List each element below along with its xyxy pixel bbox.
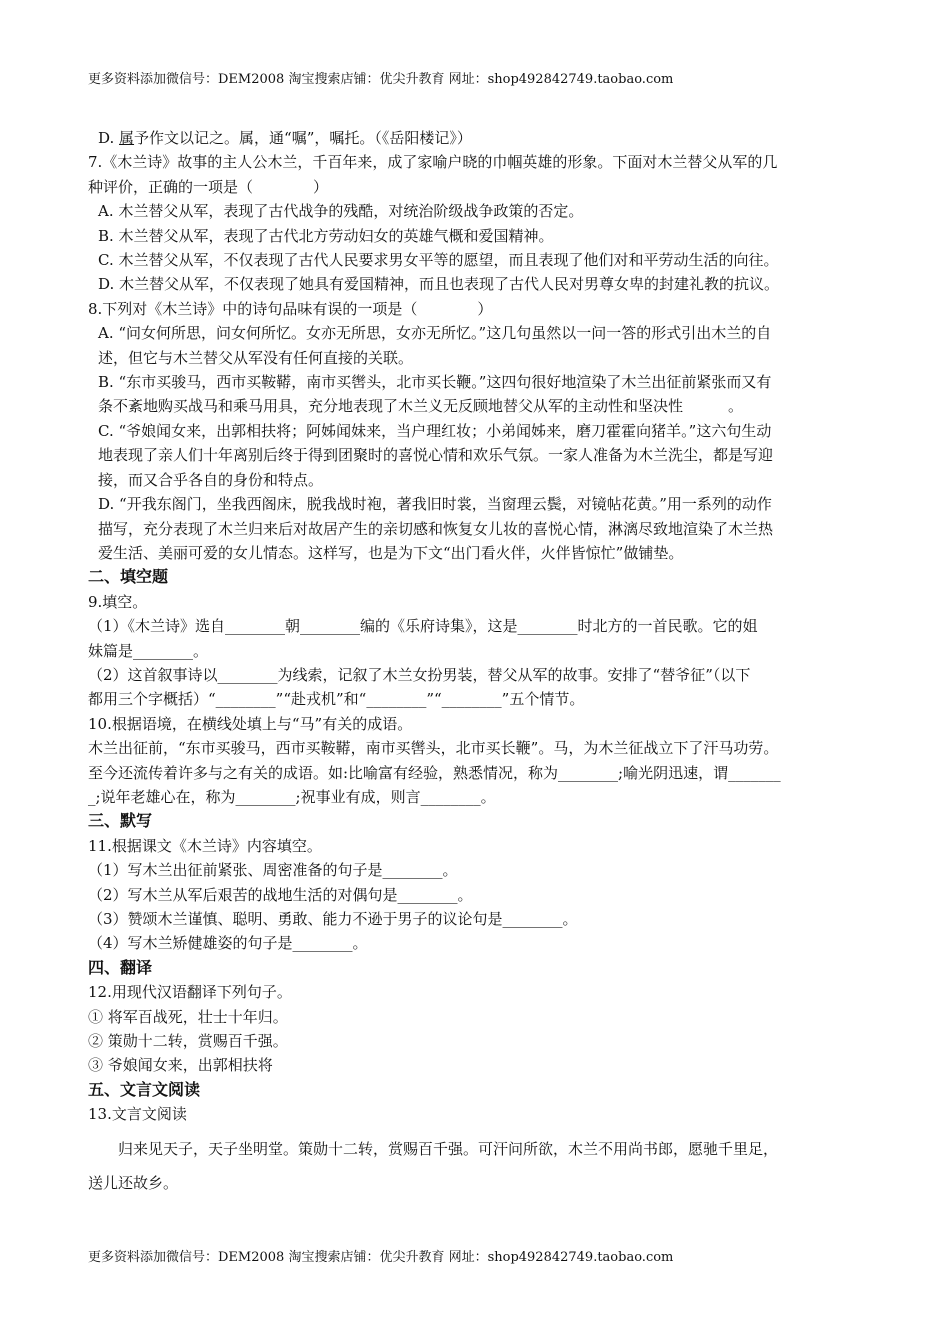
q9-title: 9.填空。 (88, 592, 148, 611)
q11-item-1: （1）写木兰出征前紧张、周密准备的句子是________。 (88, 861, 458, 880)
q8-option-a-2: 述，但它与木兰替父从军没有任何直接的关联。 (98, 348, 414, 367)
q9-part2-2: 都用三个字概括）“________”“赴戎机”和“________”“________”五个情节。 (88, 690, 585, 709)
q13-passage-1: 归来见天子，天子坐明堂。策勋十二转，赏赐百千强。可汗问所欲，木兰不用尚书郎，愿驰千里足， (88, 1139, 779, 1158)
section-heading-fill-blank: 二、填空题 (88, 567, 169, 587)
q11-title: 11.根据课文《木兰诗》内容填空。 (88, 836, 322, 855)
q11-item-4: （4）写木兰矫健雄姿的句子是________。 (88, 934, 368, 953)
page-header: 更多资料添加微信号：DEM2008 淘宝搜索店铺：优尖升教育 网址：shop492842749.taobao.com (88, 72, 674, 87)
q8-option-d-3: 爱生活、美丽可爱的女儿情态。这样写，也是为下文“出门看火伴，火伴皆惊忙”做铺垫。 (98, 543, 684, 562)
q12-item-1: ① 将军百战死，壮士十年归。 (88, 1007, 288, 1026)
q7-option-b: B. 木兰替父从军，表现了古代北方劳动妇女的英雄气概和爱国精神。 (98, 226, 554, 245)
q10-body-3: _;说年老雄心在，称为________;祝事业有成，则言________。 (88, 787, 496, 806)
q9-part1-2: 妹篇是________。 (88, 641, 209, 660)
document-body (88, 126, 888, 1195)
q7-stem-1: 7.《木兰诗》故事的主人公木兰，千百年来，成了家喻户晓的巾帼英雄的形象。下面对木兰替父从军的几 (88, 153, 778, 172)
q8-stem: 8.下列对《木兰诗》中的诗句品味有误的一项是（ ） (88, 299, 493, 318)
q8-option-b-2: 条不紊地购买战马和乘马用具，充分地表现了木兰义无反顾地替父从军的主动性和坚决性 。 (98, 397, 744, 416)
q8-option-c-2: 地表现了亲人们十年离别后终于得到团聚时的喜悦心情和欢乐气氛。一家人准备为木兰洗尘，都是写迎 (98, 446, 774, 465)
section-heading-dictation: 三、默写 (88, 811, 153, 831)
q10-body-1: 木兰出征前，“东市买骏马，西市买鞍鞯，南市买辔头，北市买长鞭”。马，为木兰征战立下了汗马功劳。 (88, 739, 779, 758)
q12-item-2: ② 策勋十二转，赏赐百千强。 (88, 1032, 288, 1051)
q13-title: 13.文言文阅读 (88, 1105, 187, 1124)
q6-option-d (88, 126, 888, 150)
q8-option-c-1: C. “爷娘闻女来，出郭相扶将；阿姊闻妹来，当户理红妆；小弟闻姊来，磨刀霍霍向猪羊。”这六句生动 (98, 421, 772, 440)
q7-stem-2: 种评价，正确的一项是（ ） (88, 177, 329, 196)
q6d-prefix: D. (98, 129, 120, 147)
q8-option-a-1: A. “问女何所思，问女何所忆。女亦无所思，女亦无所忆。”这几句虽然以一问一答的形式引出木兰的自 (98, 324, 772, 343)
section-heading-translation: 四、翻译 (88, 957, 153, 977)
q7-option-d: D. 木兰替父从军，不仅表现了她具有爱国精神，而且也表现了古代人民对男尊女卑的封建礼教的抗议。 (98, 275, 780, 294)
q7-option-a: A. 木兰替父从军，表现了古代战争的残酷，对统治阶级战争政策的否定。 (98, 202, 584, 221)
q11-item-2: （2）写木兰从军后艰苦的战地生活的对偶句是________。 (88, 885, 473, 904)
q11-item-3: （3）赞颂木兰谨慎、聪明、勇敢、能力不逊于男子的议论句是________。 (88, 910, 578, 928)
q12-item-3: ③ 爷娘闻女来，出郭相扶将 (88, 1056, 273, 1075)
spacer (88, 1161, 888, 1171)
spacer (88, 1127, 888, 1137)
q8-option-c-3: 接，而又合乎各自的身份和特点。 (98, 470, 324, 489)
section-heading-classical-reading: 五、文言文阅读 (88, 1079, 201, 1099)
q8-option-d-1: D. “开我东阁门，坐我西阁床，脱我战时袍，著我旧时裳，当窗理云鬓，对镜帖花黄。”用一系列的动作 (98, 495, 772, 514)
q10-body-2: 至今还流传着许多与之有关的成语。如:比喻富有经验，熟悉情况，称为________;喻光阴迅速，谓_______ (88, 763, 781, 782)
q9-part1-1: （1）《木兰诗》选自________朝________编的《乐府诗集》，这是________时北方的一首民歌。它的姐 (88, 617, 758, 636)
q9-part2-1: （2）这首叙事诗以________为线索，记叙了木兰女扮男装，替父从军的故事。安排了“替爷征”（以下 (88, 665, 751, 684)
underlined-char: 属 (119, 129, 135, 147)
q8-option-d-2: 描写，充分表现了木兰归来后对故居产生的亲切感和恢复女儿妆的喜悦心情，淋漓尽致地渲染了木兰热 (98, 519, 774, 538)
q6d-rest: 予作文以记之。属，通“嘱”，嘱托。（《岳阳楼记》） (134, 129, 472, 147)
q7-option-c: C. 木兰替父从军，不仅表现了古代人民要求男女平等的愿望，而且表现了他们对和平劳动生活的向往。 (98, 251, 779, 270)
q10-title: 10.根据语境，在横线处填上与“马”有关的成语。 (88, 714, 413, 733)
q12-title: 12.用现代汉语翻译下列句子。 (88, 983, 292, 1002)
q13-passage-2: 送儿还故乡。 (88, 1174, 179, 1193)
page-footer: 更多资料添加微信号：DEM2008 淘宝搜索店铺：优尖升教育 网址：shop492842749.taobao.com (88, 1250, 674, 1265)
q8-option-b-1: B. “东市买骏马，西市买鞍鞯，南市买辔头，北市买长鞭。”这四句很好地渲染了木兰出征前紧张而又有 (98, 373, 772, 392)
